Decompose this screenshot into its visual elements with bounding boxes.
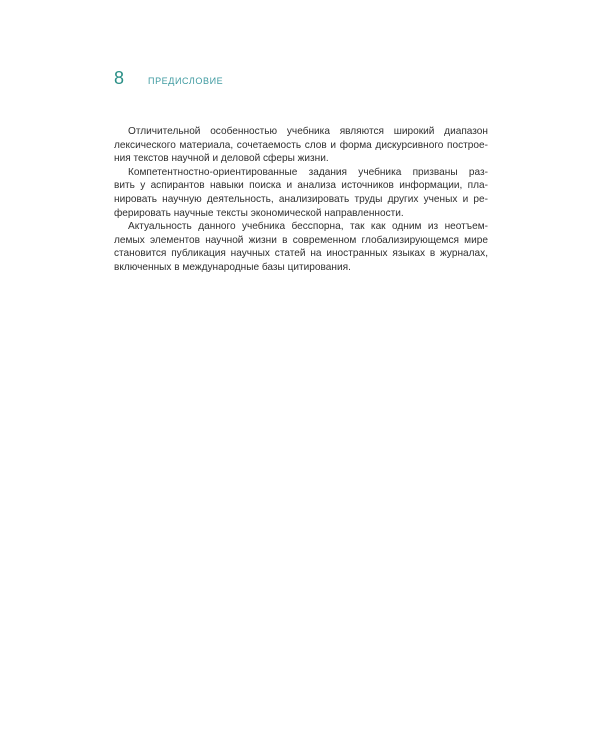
running-head [114,68,223,88]
paragraph-line: ферировать научные тексты экономической направленности. [114,207,404,219]
paragraph-line: Отличительной особенностью учебника являются широкий диапазон [128,126,488,137]
paragraph-line: становится публикация научных статей на иностранных языках в журналах, [114,248,488,260]
page-number: 8 [114,68,125,88]
paragraph-line: Компетентностно-ориентированные задания учебника призваны раз- [128,166,488,178]
paragraph-3 [114,220,488,274]
paragraph-line: Актуальность данного учебника бесспорна, так как одним из неотъем- [128,221,488,233]
paragraph-line: вить у аспирантов навыки поиска и анализа источников информации, пла- [114,180,488,192]
paragraph-line: лемых элементов научной жизни в современном глобализирующемся мире [114,234,488,246]
paragraph-line: включенных в международные базы цитирования. [114,261,351,273]
paragraph-line: ния текстов научной и деловой сферы жизни. [114,153,329,165]
paragraph-line: нировать научную деятельность, анализировать труды других ученых и ре- [114,193,488,205]
body-text [114,125,488,275]
paragraph-line: лексического материала, сочетаемость слов и форма дискурсивного построе- [114,139,488,151]
paragraph-1 [114,125,488,166]
section-title: ПРЕДИСЛОВИЕ [148,76,224,86]
paragraph-2 [114,166,488,220]
